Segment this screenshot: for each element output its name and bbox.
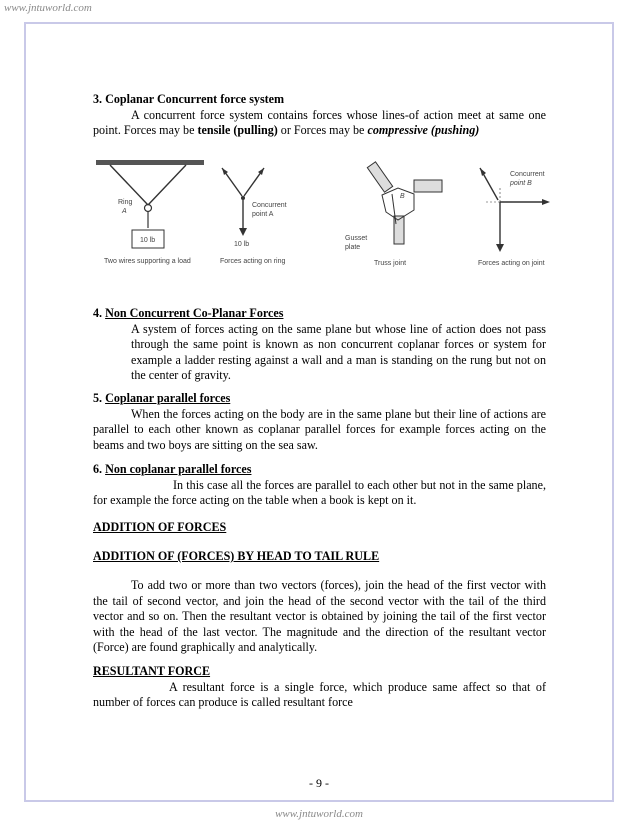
section-4-num: 4. bbox=[93, 306, 106, 320]
resultant-heading: RESULTANT FORCE bbox=[93, 664, 211, 678]
watermark-bottom: www.jntuworld.com bbox=[275, 808, 363, 820]
section-3-text-b: or Forces may be bbox=[277, 123, 368, 137]
section-6 bbox=[93, 462, 546, 509]
point-a-label: point A bbox=[252, 211, 274, 218]
addition-heading: ADDITION OF FORCES bbox=[93, 520, 227, 534]
concurrent-label: Concurrent bbox=[252, 202, 287, 209]
section-5-text: When the forces acting on the body are in the same plane but their line of actions are parallel to each other known as coplanar parallel forces for example forces acting on the beams and two boys are sitting on the sea saw. bbox=[93, 406, 546, 452]
resultant-section bbox=[93, 664, 546, 711]
head-tail-text: To add two or more than two vectors (forces), join the head of the first vector with the tail of second vector, and join the head of the second vector with the tail of the third vector and so on. Then the resultant vector is obtained by joining the tail of the first vector with the head of the last vector. The magnitude and the direction of the resultant vector (Force) are found graphically and analytically. bbox=[93, 578, 546, 654]
ceiling-beam bbox=[96, 160, 204, 165]
concurrent-label-2: Concurrent bbox=[510, 171, 545, 178]
section-5-num: 5. bbox=[93, 391, 106, 405]
plate-label: plate bbox=[345, 244, 361, 251]
section-3 bbox=[93, 92, 546, 139]
section-5 bbox=[93, 391, 546, 453]
section-3-text-a: A concurrent force system contains forces whose lines-of action meet at same one point. Forces may be bbox=[93, 107, 546, 137]
load-label-2: 10 lb bbox=[234, 241, 250, 248]
watermark-top: www.jntuworld.com bbox=[4, 2, 92, 14]
section-6-num: 6. bbox=[93, 462, 106, 476]
caption-forces-ring: Forces acting on ring bbox=[220, 258, 286, 265]
tensile-term: tensile (pulling) bbox=[197, 123, 278, 137]
caption-two-wires: Two wires supporting a load bbox=[104, 258, 191, 265]
ring-sub-label: A bbox=[122, 208, 127, 215]
section-4-heading-line bbox=[93, 306, 546, 322]
arrow-down-icon bbox=[239, 228, 247, 236]
gusset-label: Gusset bbox=[345, 235, 368, 242]
caption-truss-joint: Truss joint bbox=[374, 260, 407, 267]
section-3-text bbox=[93, 108, 546, 139]
addition-section bbox=[93, 520, 546, 536]
caption-forces-joint: Forces acting on joint bbox=[478, 260, 545, 267]
section-6-text: In this case all the forces are parallel to each other but not in the same plane, for example the force acting on the table when a book is kept on it. bbox=[93, 477, 546, 507]
resultant-text: A resultant force is a single force, which produce same affect so that of number of forces can produce is called resultant force bbox=[93, 679, 546, 709]
concurrent-forces-figure bbox=[92, 150, 554, 272]
page-number: - 9 - bbox=[309, 776, 329, 790]
right-wire bbox=[148, 165, 186, 205]
ring-label: Ring bbox=[118, 199, 133, 206]
section-4-heading: Non Concurrent Co-Planar Forces bbox=[105, 306, 284, 320]
load-label-1: 10 lb bbox=[140, 237, 156, 244]
section-6-heading: Non coplanar parallel forces bbox=[105, 462, 252, 476]
truss-joint-drawing bbox=[367, 162, 442, 244]
section-5-heading: Coplanar parallel forces bbox=[105, 391, 231, 405]
section-5-heading-line bbox=[93, 391, 546, 407]
ring bbox=[145, 205, 152, 212]
section-3-heading: 3. Coplanar Concurrent force system bbox=[93, 92, 285, 106]
section-4 bbox=[93, 306, 546, 384]
head-tail-section bbox=[93, 549, 546, 565]
compressive-term: compressive (pushing) bbox=[367, 123, 480, 137]
head-tail-heading: ADDITION OF (FORCES) BY HEAD TO TAIL RULE bbox=[93, 549, 380, 563]
point-b-letter: B bbox=[400, 193, 405, 200]
section-6-heading-line bbox=[93, 462, 546, 478]
section-4-text: A system of forces acting on the same plane but whose line of action does not pass through the same point is known as non concurrent coplanar forces or system for example a ladder resting against a wall and a man is standing on the rung but not on the center of gravity. bbox=[131, 321, 546, 382]
point-b-label: point B bbox=[510, 180, 532, 187]
head-tail-body bbox=[93, 578, 546, 656]
